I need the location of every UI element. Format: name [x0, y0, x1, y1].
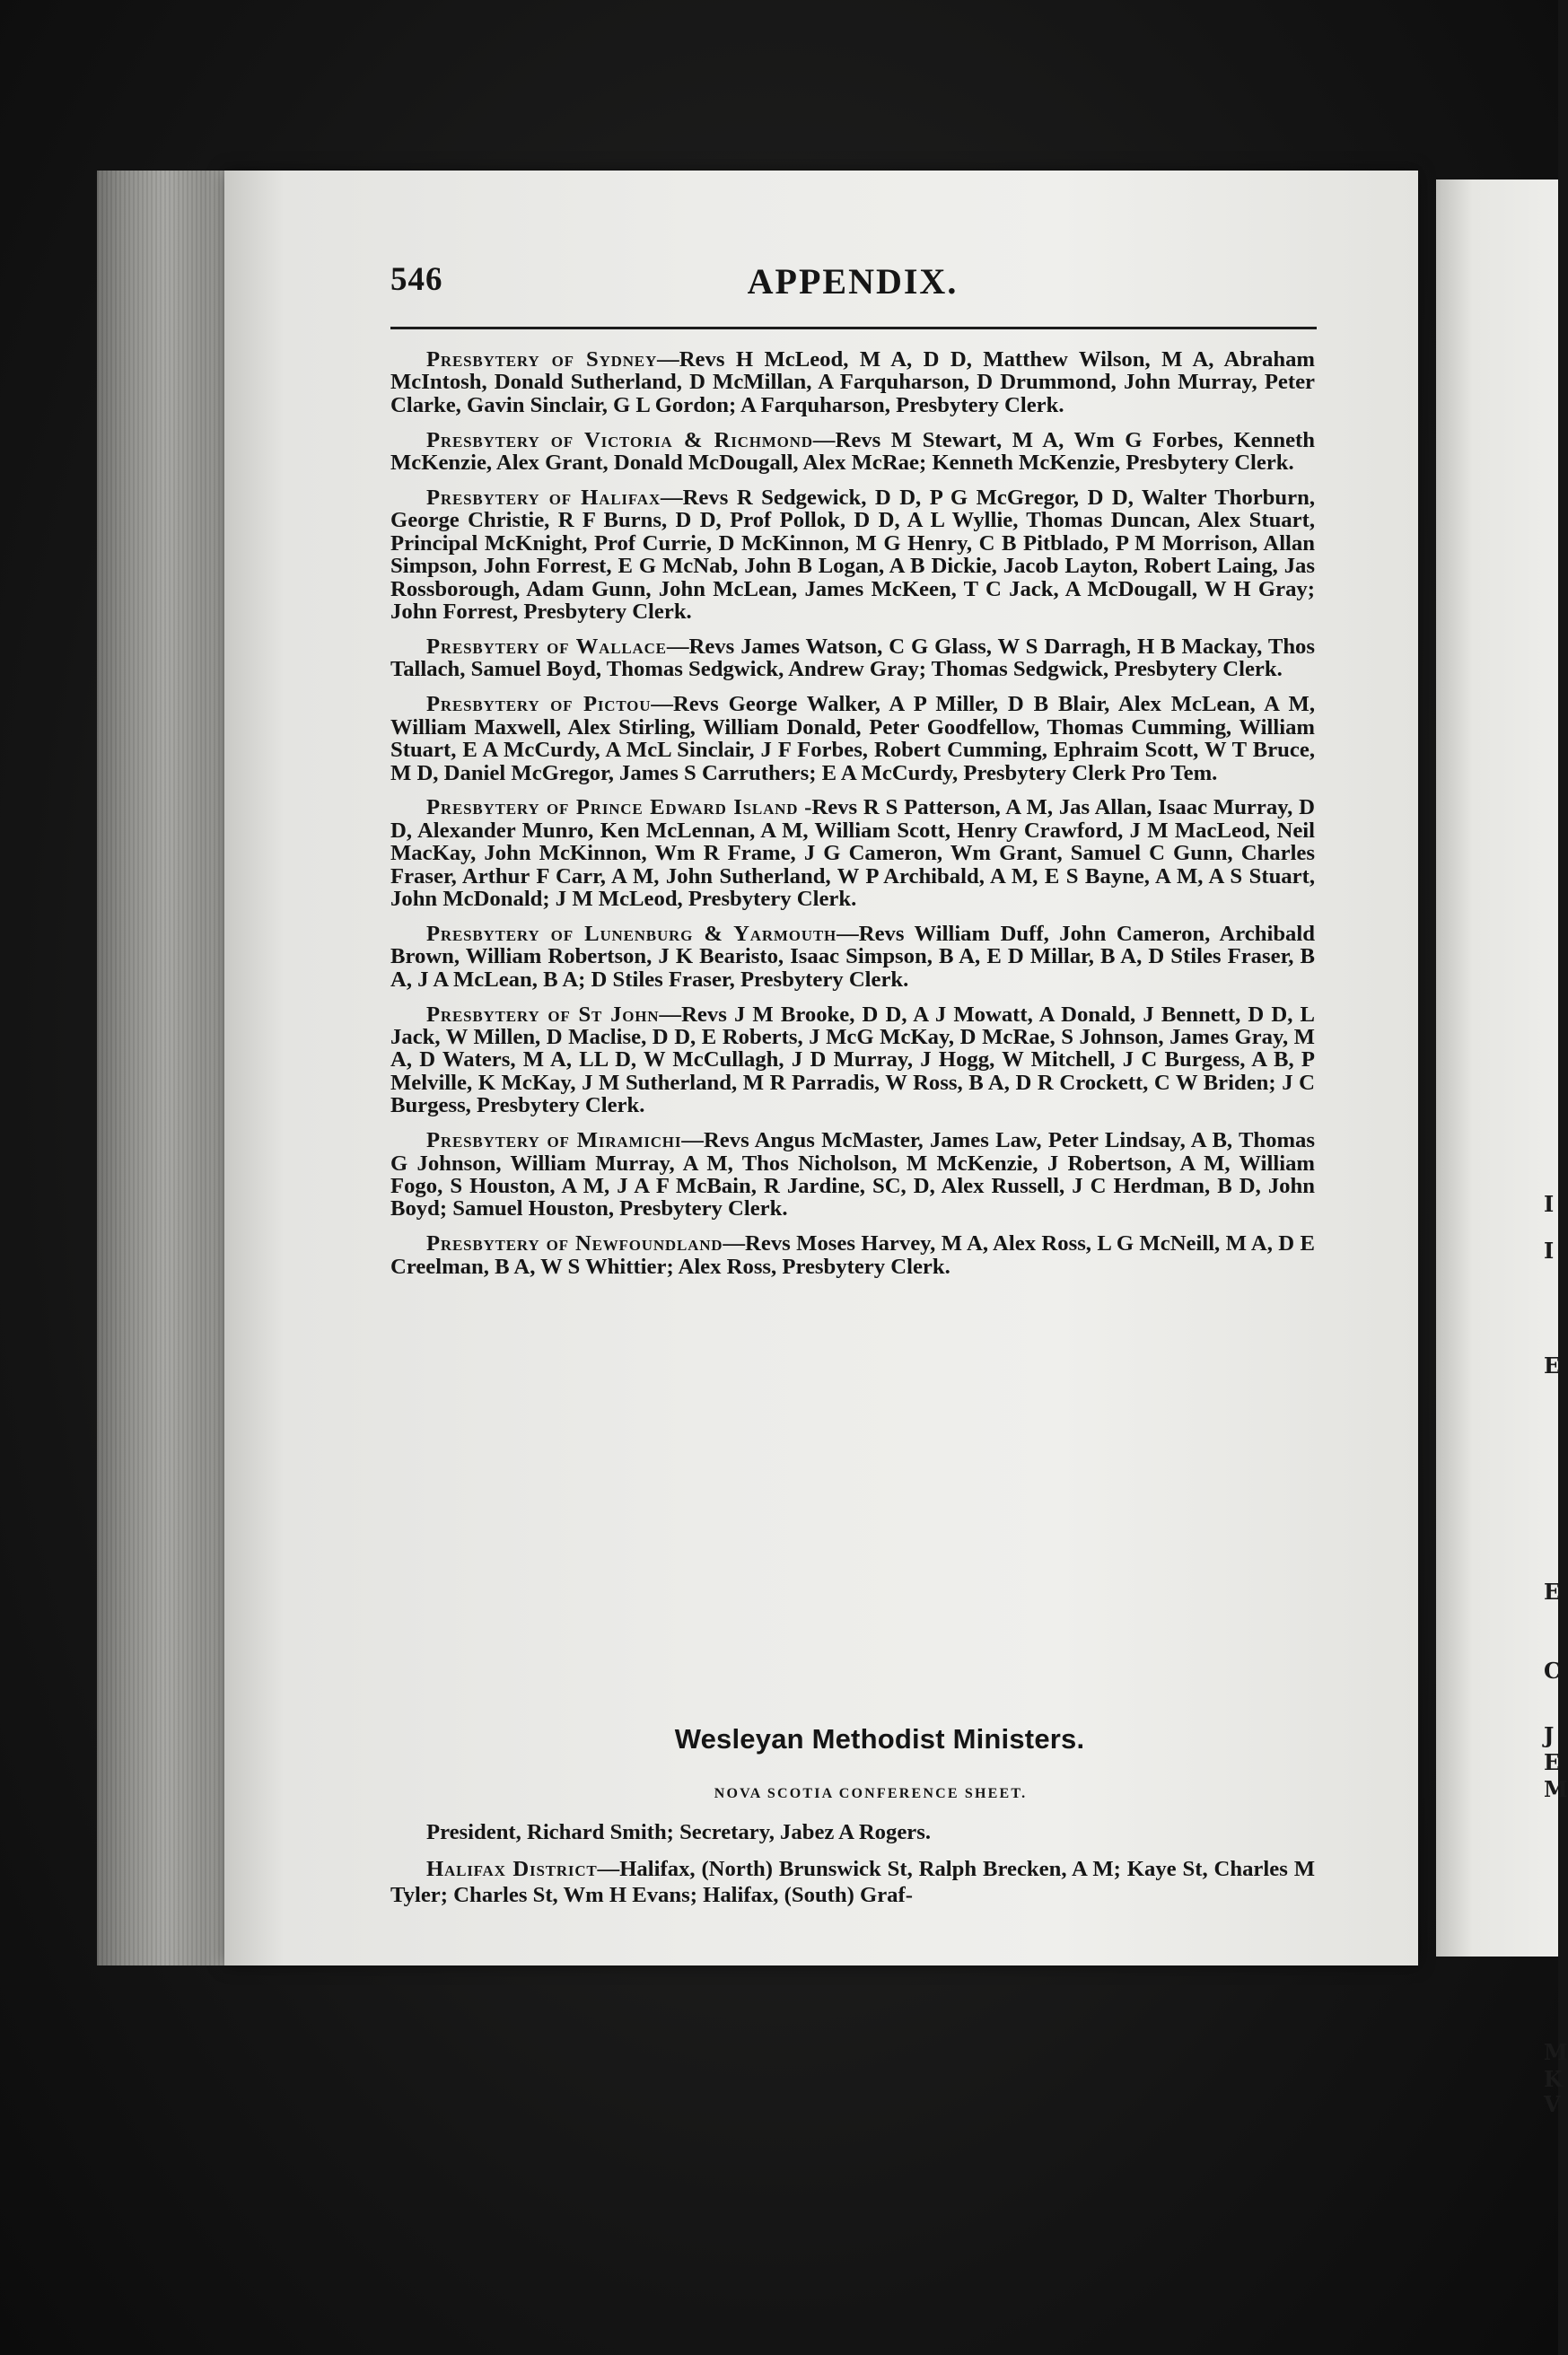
district-entry: [390, 1856, 1315, 1908]
district-text: —Halifax, (North) Brunswick St, Ralph Brecken, A M; Kaye St, Charles M Tyler; Charles St, Wm H Evans; Halifax, (South) Graf-: [390, 1857, 1315, 1907]
presbytery-members: —Revs H McLeod, M A, D D, Matthew Wilson, M A, Abraham McIntosh, Donald Sutherland, D McMillan, A Farquharson, D Drummond, John Murray, Peter Clarke, Gavin Sinclair, G L Gordon; A Farquharson, Presbytery Clerk.: [390, 347, 1315, 417]
adjacent-page-letter: K: [1544, 2066, 1563, 2092]
adjacent-page: [1436, 179, 1568, 2117]
presbytery-label: Presbytery of Wallace: [426, 634, 667, 659]
wesleyan-section: [390, 1723, 1315, 1908]
conference-officers: President, Richard Smith; Secretary, Jabez A Rogers.: [426, 1820, 932, 1844]
presbytery-entry: [390, 1129, 1315, 1221]
adjacent-page-letter: J: [1544, 1722, 1555, 1748]
adjacent-page-letter: E: [1544, 1749, 1561, 1775]
page-number: 546: [390, 261, 443, 298]
presbytery-members: -Revs R S Patterson, A M, Jas Allan, Isaac Murray, D D, Alexander Munro, Ken McLennan, A M, William Scott, Henry Crawford, J M MacLeod, Neil MacKay, John McKinnon, Wm R Frame, J G Cameron, Wm Grant, Samuel C Gunn, Charles Fraser, Arthur F Carr, A M, John Sutherland, W P Archibald, A M, E S Bayne, A M, A S Stuart, John McDonald; J M McLeod, Presbytery Clerk.: [390, 795, 1315, 912]
section-subtitle: NOVA SCOTIA CONFERENCE SHEET.: [714, 1786, 1028, 1801]
presbytery-entry: [390, 635, 1315, 681]
presbytery-label: Presbytery of Lunenburg & Yarmouth: [426, 921, 837, 946]
adjacent-page-letter: M: [1544, 2039, 1568, 2065]
presbytery-members: —Revs Moses Harvey, M A, Alex Ross, L G McNeill, M A, D E Creelman, B A, W S Whittier; Alex Ross, Presbytery Clerk.: [390, 1231, 1315, 1279]
page-header: [390, 260, 1315, 300]
presbytery-label: Presbytery of Victoria & Richmond: [426, 427, 813, 452]
presbytery-label: Presbytery of Prince Edward Island: [426, 795, 799, 820]
presbytery-members: —Revs George Walker, A P Miller, D B Blair, Alex McLean, A M, William Maxwell, Alex Stirling, William Donald, Peter Goodfellow, Thomas Cumming, William Stuart, E A McCurdy, A McL Sinclair, J F Forbes, Robert Cumming, Ephraim Scott, W T Bruce, M D, Daniel McGregor, James S Carruthers; E A McCurdy, Presbytery Clerk Pro Tem.: [390, 692, 1315, 785]
presbytery-label: Presbytery of Pictou: [426, 692, 652, 717]
presbytery-label: Presbytery of Miramichi: [426, 1128, 682, 1153]
presbytery-entry: [390, 1232, 1315, 1278]
adjacent-page-letter: I: [1544, 1238, 1555, 1264]
presbytery-members: —Revs James Watson, C G Glass, W S Darragh, H B Mackay, Thos Tallach, Samuel Boyd, Thomas Sedgwick, Andrew Gray; Thomas Sedgwick, Presbytery Clerk.: [390, 634, 1315, 682]
page-text: [390, 233, 1324, 1939]
adjacent-page-letter: C: [1544, 1658, 1562, 1684]
presbytery-entry: [390, 348, 1315, 416]
presbytery-entry: [390, 693, 1315, 784]
presbytery-entry: [390, 796, 1315, 910]
presbytery-members: —Revs Angus McMaster, James Law, Peter Lindsay, A B, Thomas G Johnson, William Murray, A M, Thos Nicholson, M McKenzie, J Robertson, A M, William Fogo, S Houston, A M, J A F McBain, R Jardine, SC, D, Alex Russell, J C Herdman, B D, John Boyd; Samuel Houston, Presbytery Clerk.: [390, 1128, 1315, 1221]
adjacent-page-letter: I: [1544, 1191, 1555, 1217]
header-rule: [390, 327, 1317, 329]
presbytery-label: Presbytery of Newfoundland: [426, 1231, 723, 1256]
presbytery-entry: [390, 923, 1315, 991]
presbytery-entry: [390, 1003, 1315, 1117]
presbytery-label: Presbytery of Halifax: [426, 486, 661, 511]
presbytery-entry: [390, 429, 1315, 475]
adjacent-page-letter: E: [1544, 1579, 1561, 1605]
presbytery-list: [390, 348, 1315, 1291]
running-head: APPENDIX.: [747, 261, 959, 302]
presbytery-label: Presbytery of Sydney: [426, 347, 658, 372]
presbytery-label: Presbytery of St John: [426, 1002, 660, 1027]
section-title: Wesleyan Methodist Ministers.: [674, 1723, 1085, 1755]
district-label: Halifax District: [426, 1857, 598, 1881]
presbytery-members: —Revs R Sedgewick, D D, P G McGregor, D D, Walter Thorburn, George Christie, R F Burns, D D, Prof Pollok, D D, A L Wyllie, Thomas Duncan, Alex Stuart, Principal McKnight, Prof Currie, D McKinnon, M G Henry, C B Pitblado, P M Morrison, Allan Simpson, John Forrest, E G McNab, John B Logan, A B Dickie, Jacob Layton, Robert Laing, Jas Rossborough, Adam Gunn, John McLean, James McKeen, T C Jack, A McDougall, W H Gray; John Forrest, Presbytery Clerk.: [390, 486, 1316, 625]
adjacent-page-letter: E: [1544, 1353, 1561, 1379]
presbytery-members: —Revs J M Brooke, D D, A J Mowatt, A Donald, J Bennett, D D, L Jack, W Millen, D Maclise, D D, E Roberts, J McG McKay, D McRae, S Johnson, James Gray, M A, D Waters, M A, LL D, W McCullagh, J D Murray, J Hogg, W Mitchell, J C Burgess, A B, P Melville, K McKay, J M Sutherland, M R Parradis, W Ross, B A, D R Crockett, C W Briden; J C Burgess, Presbytery Clerk.: [390, 1002, 1315, 1118]
presbytery-members: —Revs William Duff, John Cameron, Archibald Brown, William Robertson, J K Bearisto, Isaac Simpson, B A, E D Millar, B A, D Stiles Fraser, B A, J A McLean, B A; D Stiles Fraser, Presbytery Clerk.: [390, 921, 1315, 992]
adjacent-page-letter: V: [1544, 2091, 1561, 2117]
adjacent-page-letter: M: [1544, 1776, 1568, 1802]
presbytery-members: —Revs M Stewart, M A, Wm G Forbes, Kenneth McKenzie, Alex Grant, Donald McDougall, Alex McRae; Kenneth McKenzie, Presbytery Clerk.: [390, 427, 1315, 476]
presbytery-entry: [390, 486, 1315, 623]
